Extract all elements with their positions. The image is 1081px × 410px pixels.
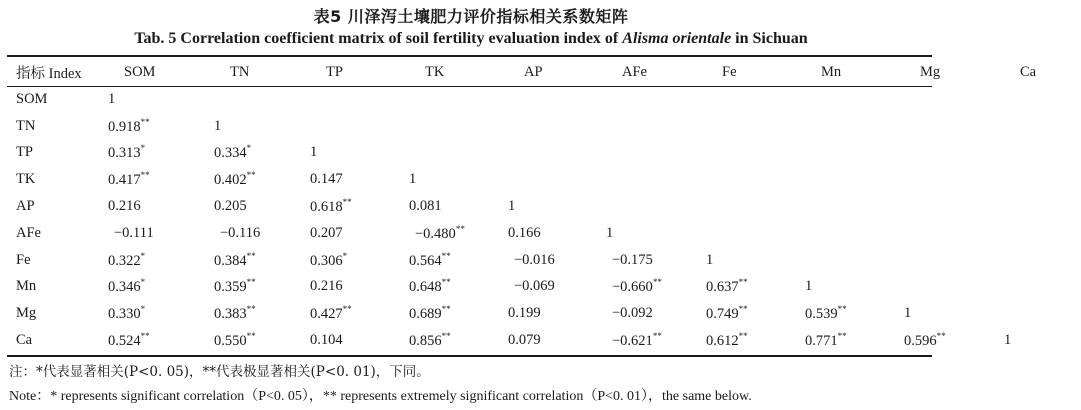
cell-value: 0.322	[108, 252, 141, 269]
table-cell	[310, 274, 409, 301]
table-cell	[409, 274, 508, 301]
cell-value: 0.104	[310, 332, 343, 349]
table-cell	[805, 327, 904, 354]
cell-value: 0.550	[214, 333, 247, 350]
significance-mark: **	[936, 331, 946, 342]
empty-cell	[606, 140, 706, 167]
correlation-matrix-table	[7, 59, 1081, 354]
table-cell	[904, 300, 1004, 327]
header-mn: Mn	[821, 63, 842, 80]
table-cell	[606, 220, 706, 247]
significance-mark: **	[441, 331, 451, 342]
empty-cell	[310, 113, 409, 140]
table-cell	[108, 86, 214, 113]
table-body	[7, 86, 1081, 354]
cell-value: 0.771	[805, 333, 838, 350]
table-row	[7, 166, 1081, 193]
table-cell	[214, 113, 310, 140]
empty-cell	[904, 193, 1004, 220]
table-cell	[508, 220, 606, 247]
empty-cell	[805, 193, 904, 220]
row-label: Ca	[16, 332, 33, 349]
empty-cell	[805, 247, 904, 274]
empty-cell	[508, 166, 606, 193]
cell-value: 0.081	[409, 198, 442, 215]
significance-mark: **	[738, 277, 748, 288]
empty-cell	[1004, 274, 1081, 301]
table-row	[7, 274, 1081, 301]
header-tn: TN	[230, 63, 250, 80]
significance-mark: **	[246, 331, 256, 342]
table-cell	[310, 166, 409, 193]
cell-value: 0.199	[508, 305, 541, 322]
table-cell	[310, 140, 409, 167]
empty-cell	[805, 86, 904, 113]
significance-mark: **	[441, 277, 451, 288]
significance-mark: *	[140, 304, 146, 315]
significance-mark: **	[246, 277, 256, 288]
row-label: TP	[16, 144, 33, 161]
cell-value: 1	[310, 144, 318, 161]
table-cell	[904, 327, 1004, 354]
empty-cell	[904, 86, 1004, 113]
header-mg: Mg	[920, 63, 941, 80]
significance-mark: **	[246, 170, 256, 181]
significance-mark: *	[246, 143, 252, 154]
table-cell	[108, 220, 214, 247]
cell-value: 0.596	[904, 333, 937, 350]
empty-cell	[606, 86, 706, 113]
cell-value: 0.689	[409, 306, 442, 323]
table-cell	[214, 300, 310, 327]
cell-value: 1	[904, 305, 912, 322]
cell-value: 1	[108, 90, 116, 107]
row-label: AFe	[16, 224, 41, 241]
empty-cell	[706, 220, 805, 247]
empty-cell	[606, 166, 706, 193]
significance-mark: **	[246, 304, 256, 315]
table-cell	[508, 247, 606, 274]
table-row	[7, 300, 1081, 327]
table-row	[7, 113, 1081, 140]
empty-cell	[904, 220, 1004, 247]
table-cell	[508, 300, 606, 327]
cell-value: 0.539	[805, 306, 838, 323]
significance-mark: *	[342, 250, 348, 261]
row-label: Mg	[16, 305, 37, 322]
header-ap: AP	[524, 63, 543, 80]
table-cell	[409, 220, 508, 247]
title-en-prefix: Tab. 5 Correlation coefficient matrix of soil fertility evaluation index of	[134, 30, 623, 47]
cell-value: 0.205	[214, 198, 247, 215]
header-index: 指标 Index	[16, 65, 82, 82]
empty-cell	[706, 113, 805, 140]
table-row	[7, 193, 1081, 220]
cell-value: −0.175	[612, 251, 653, 268]
significance-mark: **	[140, 170, 150, 181]
empty-cell	[310, 86, 409, 113]
row-label: Mn	[16, 278, 37, 295]
cell-value: 1	[706, 251, 714, 268]
empty-cell	[1004, 220, 1081, 247]
table-cell	[214, 274, 310, 301]
table-cell	[108, 166, 214, 193]
empty-cell	[904, 113, 1004, 140]
table-cell	[214, 220, 310, 247]
empty-cell	[508, 86, 606, 113]
significance-mark: **	[441, 304, 451, 315]
table-cell	[409, 166, 508, 193]
empty-cell	[1004, 113, 1081, 140]
significance-mark: **	[441, 250, 451, 261]
empty-cell	[606, 193, 706, 220]
table-cell	[805, 300, 904, 327]
cell-value: −0.069	[514, 278, 555, 295]
empty-cell	[904, 140, 1004, 167]
table-cell	[108, 274, 214, 301]
header-fe: Fe	[722, 63, 737, 80]
cell-value: 0.147	[310, 171, 343, 188]
cell-value: −0.621	[612, 333, 653, 350]
cell-value: 0.618	[310, 199, 343, 216]
table-cell	[214, 193, 310, 220]
table-title-chinese: 表5 川泽泻土壤肥力评价指标相关系数矩阵	[313, 7, 629, 26]
cell-value: 0.334	[214, 145, 247, 162]
significance-mark: *	[140, 143, 146, 154]
cell-value: 0.524	[108, 333, 141, 350]
table-header-row	[7, 59, 1081, 86]
cell-value: 1	[508, 198, 516, 215]
empty-cell	[606, 113, 706, 140]
cell-value: 0.648	[409, 279, 442, 296]
significance-mark: **	[140, 331, 150, 342]
significance-mark: **	[837, 331, 847, 342]
table-cell	[108, 113, 214, 140]
empty-cell	[1004, 140, 1081, 167]
row-label: AP	[16, 198, 35, 215]
table-row	[7, 247, 1081, 274]
significance-mark: **	[652, 331, 662, 342]
table-row	[7, 220, 1081, 247]
cell-value: −0.116	[220, 224, 261, 241]
row-label: Fe	[16, 251, 31, 268]
cell-value: −0.480	[415, 225, 456, 242]
empty-cell	[508, 113, 606, 140]
title-en-suffix: in Sichuan	[731, 30, 808, 47]
cell-value: 0.918	[108, 118, 141, 135]
cell-value: 0.216	[108, 198, 141, 215]
cell-value: 0.749	[706, 306, 739, 323]
empty-cell	[706, 140, 805, 167]
empty-cell	[1004, 247, 1081, 274]
table-cell	[409, 300, 508, 327]
table-cell	[508, 274, 606, 301]
cell-value: 0.216	[310, 278, 343, 295]
cell-value: 1	[409, 171, 417, 188]
table-bottom-rule	[7, 355, 932, 357]
table-cell	[606, 327, 706, 354]
cell-value: 0.346	[108, 279, 141, 296]
header-tk: TK	[425, 63, 445, 80]
significance-mark: **	[837, 304, 847, 315]
table-cell	[508, 193, 606, 220]
table-cell	[108, 300, 214, 327]
cell-value: 0.612	[706, 333, 739, 350]
significance-mark: **	[246, 250, 256, 261]
table-cell	[214, 166, 310, 193]
cell-value: 0.402	[214, 172, 247, 189]
cell-value: −0.660	[612, 279, 653, 296]
empty-cell	[409, 140, 508, 167]
cell-value: 0.330	[108, 306, 141, 323]
table-row	[7, 140, 1081, 167]
table-cell	[214, 247, 310, 274]
table-cell	[706, 327, 805, 354]
table-cell	[508, 327, 606, 354]
table-cell	[310, 247, 409, 274]
cell-value: 0.637	[706, 279, 739, 296]
table-cell	[409, 327, 508, 354]
empty-cell	[805, 140, 904, 167]
table-cell	[606, 300, 706, 327]
row-label: TK	[16, 171, 36, 188]
table-cell	[1004, 327, 1081, 354]
cell-value: 0.383	[214, 306, 247, 323]
title-en-species: Alisma orientale	[622, 30, 732, 47]
table-top-rule	[7, 55, 932, 57]
empty-cell	[409, 86, 508, 113]
footnote-chinese: 注：*代表显著相关(P<0. 05)，**代表极显著相关(P<0. 01)，下同。	[9, 364, 430, 380]
empty-cell	[904, 274, 1004, 301]
table-row	[7, 86, 1081, 113]
empty-cell	[508, 140, 606, 167]
header-tp: TP	[326, 63, 343, 80]
cell-value: −0.092	[612, 305, 653, 322]
table-cell	[706, 300, 805, 327]
table-cell	[310, 193, 409, 220]
significance-mark: **	[342, 304, 352, 315]
table-cell	[108, 327, 214, 354]
empty-cell	[805, 166, 904, 193]
empty-cell	[1004, 193, 1081, 220]
table-cell	[606, 247, 706, 274]
cell-value: 1	[606, 224, 614, 241]
significance-mark: *	[140, 250, 146, 261]
cell-value: −0.111	[114, 224, 154, 241]
row-label: SOM	[16, 90, 48, 107]
significance-mark: *	[140, 277, 146, 288]
table-cell	[409, 247, 508, 274]
empty-cell	[409, 113, 508, 140]
cell-value: 0.166	[508, 224, 541, 241]
cell-value: −0.016	[514, 251, 555, 268]
cell-value: 0.079	[508, 332, 541, 349]
significance-mark: **	[342, 197, 352, 208]
footnote-english: Note：* represents significant correlation（P<0. 05），** represents extremely significant correlation（P<0. 01），the same below.	[9, 389, 752, 404]
cell-value: 1	[1004, 332, 1012, 349]
empty-cell	[1004, 300, 1081, 327]
table-cell	[214, 140, 310, 167]
header-ca: Ca	[1020, 63, 1037, 80]
empty-cell	[214, 86, 310, 113]
table-row	[7, 327, 1081, 354]
empty-cell	[1004, 86, 1081, 113]
table-cell	[108, 247, 214, 274]
empty-cell	[706, 86, 805, 113]
table-cell	[606, 274, 706, 301]
cell-value: 0.306	[310, 252, 343, 269]
header-afe: AFe	[622, 63, 647, 80]
table-cell	[108, 140, 214, 167]
cell-value: 0.207	[310, 224, 343, 241]
cell-value: 0.384	[214, 252, 247, 269]
cell-value: 0.417	[108, 172, 141, 189]
table-cell	[409, 193, 508, 220]
row-label: TN	[16, 117, 36, 134]
table-cell	[310, 300, 409, 327]
empty-cell	[706, 166, 805, 193]
header-som: SOM	[124, 63, 156, 80]
empty-cell	[1004, 166, 1081, 193]
table-cell	[310, 327, 409, 354]
table-cell	[706, 274, 805, 301]
table-title-english	[0, 30, 942, 48]
table-cell	[108, 193, 214, 220]
significance-mark: **	[140, 116, 150, 127]
cell-value: 0.313	[108, 145, 141, 162]
table-cell	[310, 220, 409, 247]
cell-value: 0.427	[310, 306, 343, 323]
empty-cell	[904, 247, 1004, 274]
cell-value: 1	[214, 117, 222, 134]
table-cell	[214, 327, 310, 354]
significance-mark: **	[738, 304, 748, 315]
empty-cell	[706, 193, 805, 220]
cell-value: 1	[805, 278, 813, 295]
table-cell	[706, 247, 805, 274]
empty-cell	[805, 220, 904, 247]
significance-mark: **	[738, 331, 748, 342]
cell-value: 0.564	[409, 252, 442, 269]
empty-cell	[805, 113, 904, 140]
significance-mark: **	[652, 277, 662, 288]
table-cell	[805, 274, 904, 301]
cell-value: 0.359	[214, 279, 247, 296]
cell-value: 0.856	[409, 333, 442, 350]
empty-cell	[904, 166, 1004, 193]
significance-mark: **	[455, 223, 465, 234]
